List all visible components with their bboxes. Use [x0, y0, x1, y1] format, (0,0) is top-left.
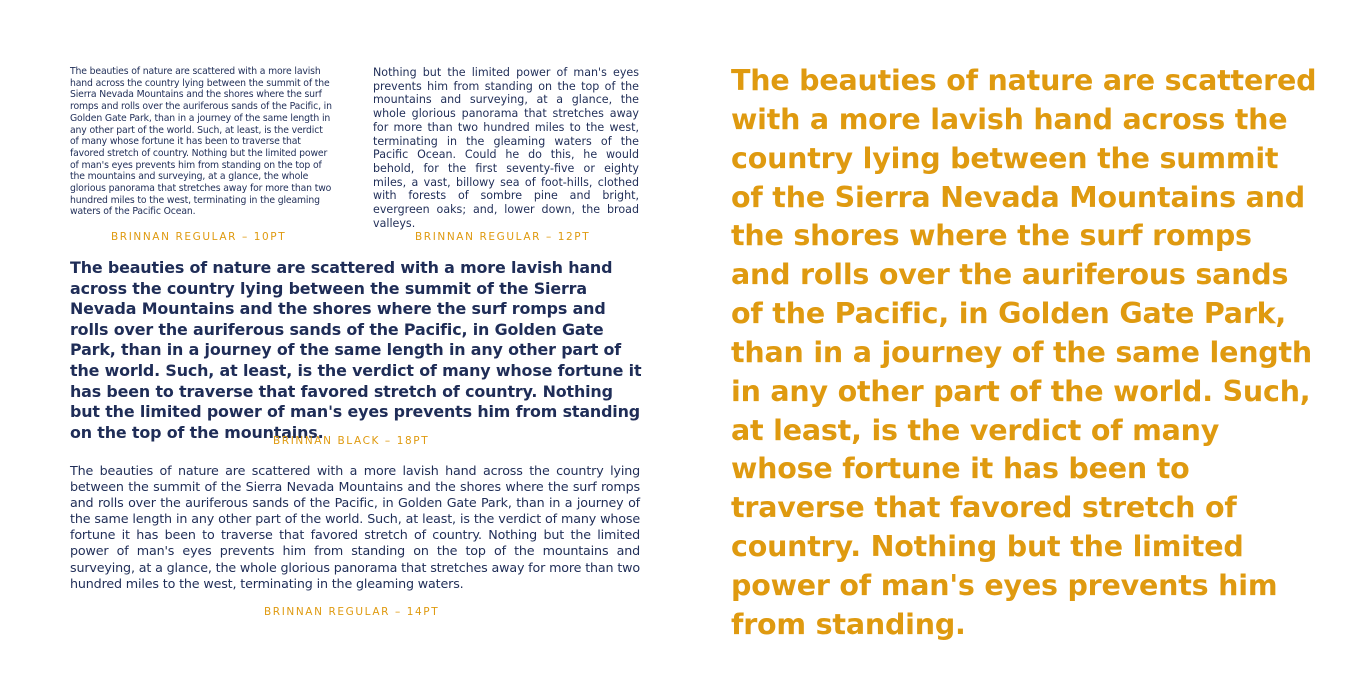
sample-text-regular-14pt: The beauties of nature are scattered with a more lavish hand across the country lying between the summit of the Sierra Nevada Mountains and the shores where the surf romps and rolls over the auriferous sands of the Pacific, in Golden Gate Park, than in a journey of the same length in any other part of the world. Such, at least, is the verdict of many whose fortune it has been to traverse that favored stretch of country. Nothing but the limited power of man's eyes prevents him from standing on the top of the mountains and surveying, at a glance, the whole glorious panorama that stretches away for more than two hundred miles to the west, terminating in the gleaming waters.: [70, 463, 640, 591]
caption-regular-12pt: BRINNAN REGULAR – 12PT: [415, 231, 591, 243]
sample-text-black-18pt: The beauties of nature are scattered with a more lavish hand across the country lying between the summit of the Sierra Nevada Mountains and the shores where the surf romps and rolls over the auriferous sands of the Pacific, in Golden Gate Park, than in a journey of the same length in any other part of the world. Such, at least, is the verdict of many whose fortune it has been to traverse that favored stretch of country. Nothing but the limited power of man's eyes prevents him from standing on the top of the mountains.: [70, 258, 642, 442]
display-sample-text: The beauties of nature are scattered with a more lavish hand across the country lying between the summit of the Sierra Nevada Mountains and the shores where the surf romps and rolls over the auriferous sands of the Pacific, in Golden Gate Park, than in a journey of the same length in any other part of the world. Such, at least, is the verdict of many whose fortune it has been to traverse that favored stretch of country. Nothing but the limited power of man's eyes prevents him from standing.: [731, 64, 1317, 641]
sample-text-regular-10pt: The beauties of nature are scattered with a more lavish hand across the country lying between the summit of the Sierra Nevada Mountains and the shores where the surf romps and rolls over the auriferous sands of the Pacific, in Golden Gate Park, than in a journey of the same length in any other part of the world. Such, at least, is the verdict of many whose fortune it has been to traverse that favored stretch of country. Nothing but the limited power of man's eyes prevents him from standing on the top of the mountains and surveying, at a glance, the whole glorious panorama that stretches away for more than two hundred miles to the west, terminating in the gleaming waters of the Pacific Ocean.: [70, 66, 332, 218]
caption-regular-10pt: BRINNAN REGULAR – 10PT: [111, 231, 287, 243]
caption-regular-14pt: BRINNAN REGULAR – 14PT: [264, 606, 440, 618]
sample-text-regular-12pt: Nothing but the limited power of man's eyes prevents him from standing on the top of the mountains and surveying, at a glance, the whole glorious panorama that stretches away for more than two hundred miles to the west, terminating in the gleaming waters of the Pacific Ocean. Could he do this, he would behold, for the first seventy-five or eighty miles, a vast, billowy sea of foot-hills, clothed with forests of sombre pine and bright, evergreen oaks; and, lower down, the broad valleys.: [373, 66, 639, 230]
caption-black-18pt: BRINNAN BLACK – 18PT: [273, 435, 430, 447]
